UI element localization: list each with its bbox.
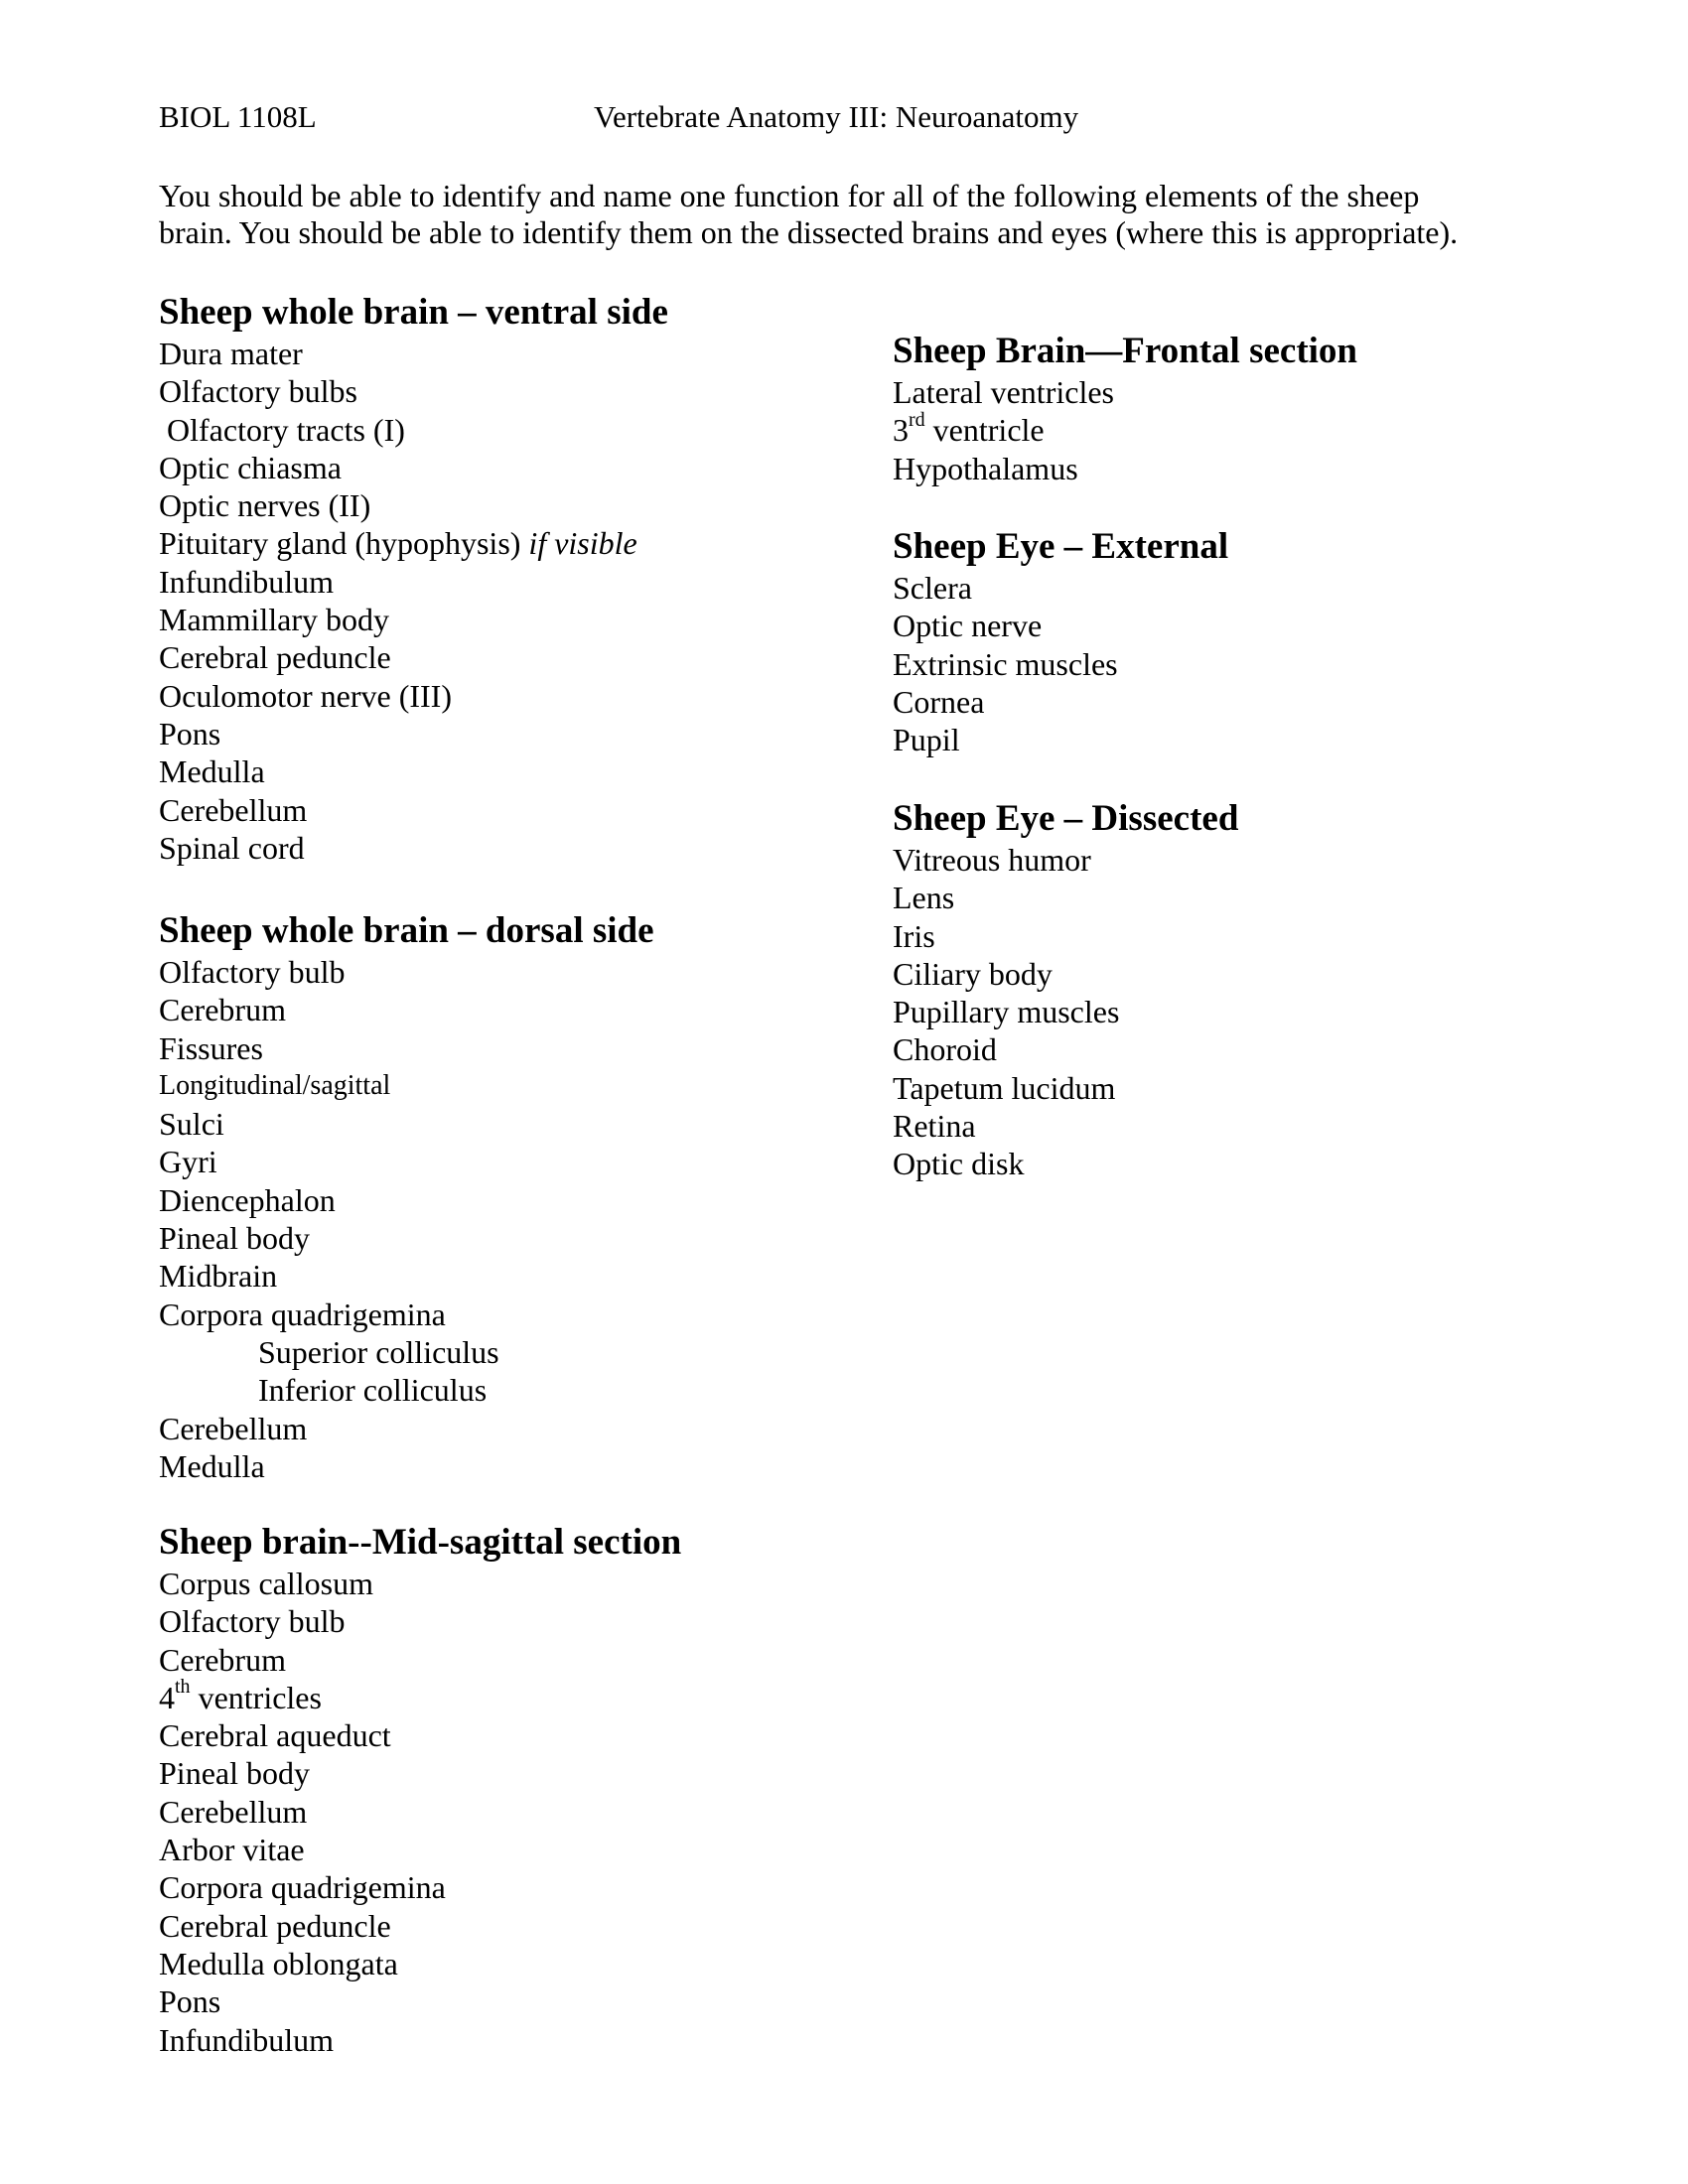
list-item: Olfactory bulbs: [159, 373, 357, 410]
list-item: Medulla oblongata: [159, 1945, 398, 1981]
list-item: Optic nerve: [893, 608, 1043, 644]
list-item: Corpus callosum: [159, 1566, 373, 1601]
list-item-fourth-ventricles: [159, 1676, 446, 1716]
list-item: Midbrain: [159, 1258, 278, 1295]
ordinal-suffix: rd: [909, 408, 925, 431]
list-item: Extrinsic muscles: [893, 645, 1118, 682]
section-title-dorsal: Sheep whole brain – dorsal side: [159, 910, 654, 951]
list-item: Cerebrum: [159, 1641, 286, 1678]
course-code: BIOL 1108L: [159, 99, 317, 134]
list-item: Olfactory tracts (I): [167, 411, 405, 448]
list-item: Optic disk: [893, 1146, 1025, 1182]
list-item: Cornea: [893, 683, 985, 720]
list-item-label: ventricles: [190, 1679, 322, 1715]
list-item: Hypothalamus: [893, 450, 1078, 486]
ordinal-number: 3: [893, 412, 909, 449]
section-title-midsagittal: Sheep brain--Mid-sagittal section: [159, 1522, 682, 1563]
list-item: Cerebral aqueduct: [159, 1717, 391, 1754]
list-item: Infundibulum: [159, 563, 334, 600]
list-item: Dura mater: [159, 336, 303, 371]
section-title-eye-external: Sheep Eye – External: [893, 526, 1229, 567]
list-item-third-ventricle: [893, 408, 1114, 449]
list-item: Cerebral peduncle: [159, 639, 391, 676]
list-item-label: ventricle: [924, 412, 1045, 449]
list-item: Cerebellum: [159, 1410, 308, 1446]
list-item: Spinal cord: [159, 829, 305, 866]
list-item: Pineal body: [159, 1220, 310, 1257]
eye-external-list: [893, 569, 1118, 758]
list-item: Lens: [893, 880, 955, 916]
list-item: Medulla: [159, 1447, 265, 1484]
ordinal-number: 4: [159, 1679, 175, 1715]
list-item: Tapetum lucidum: [893, 1069, 1116, 1106]
list-item: Olfactory bulb: [159, 954, 346, 990]
list-item: Cerebrum: [159, 992, 286, 1028]
list-item: Cerebellum: [159, 791, 308, 828]
list-item: Fissures: [159, 1029, 263, 1066]
list-item: Sulci: [159, 1106, 224, 1143]
list-item: Arbor vitae: [159, 1832, 305, 1868]
list-item: Inferior colliculus: [258, 1372, 488, 1409]
list-item: Pons: [159, 715, 221, 751]
list-item-label: Pituitary gland (hypophysis): [159, 525, 521, 562]
intro-line-1: You should be able to identify and name one function for all of the following elements of the sheep: [159, 178, 1420, 213]
list-item: Cerebellum: [159, 1793, 308, 1830]
list-item: Sclera: [893, 570, 972, 606]
list-item: Ciliary body: [893, 955, 1053, 992]
eye-dissected-list: [893, 841, 1119, 1183]
list-item: Pupillary muscles: [893, 994, 1120, 1030]
list-item: Choroid: [893, 1031, 997, 1068]
section-title-frontal: Sheep Brain—Frontal section: [893, 331, 1357, 371]
list-item: Lateral ventricles: [893, 374, 1114, 410]
dorsal-list: [159, 953, 499, 1485]
list-item: Retina: [893, 1108, 976, 1145]
list-item: Pupil: [893, 722, 960, 758]
section-title-eye-dissected: Sheep Eye – Dissected: [893, 798, 1239, 839]
page-title: Vertebrate Anatomy III: Neuroanatomy: [594, 99, 1079, 134]
list-item: Optic nerves (II): [159, 487, 371, 524]
intro-line-2: brain. You should be able to identify them on the dissected brains and eyes (where this is appropriate).: [159, 214, 1459, 250]
list-item: Diencephalon: [159, 1181, 336, 1218]
list-item: Medulla: [159, 753, 265, 790]
list-item: Mammillary body: [159, 602, 389, 638]
list-item: Optic chiasma: [159, 449, 342, 485]
list-item: Corpora quadrigemina: [159, 1296, 446, 1332]
ordinal-suffix: th: [175, 1676, 191, 1699]
list-item-pituitary: [159, 524, 637, 562]
list-item: Longitudinal/sagittal: [159, 1069, 391, 1101]
section-title-ventral: Sheep whole brain – ventral side: [159, 292, 668, 333]
list-item: Pineal body: [159, 1755, 310, 1792]
list-item: Cerebral peduncle: [159, 1907, 391, 1944]
list-item: Pons: [159, 1983, 221, 2020]
frontal-list: [893, 373, 1114, 487]
list-item: Infundibulum: [159, 2021, 334, 2058]
list-item: Iris: [893, 917, 935, 954]
list-item: Olfactory bulb: [159, 1603, 346, 1640]
midsagittal-list: [159, 1565, 446, 2059]
qualifier-text: if visible: [528, 525, 637, 562]
list-item: Superior colliculus: [258, 1333, 499, 1370]
list-item: Corpora quadrigemina: [159, 1869, 446, 1906]
list-item: Vitreous humor: [893, 842, 1091, 878]
ventral-list: [159, 335, 637, 867]
list-item: Oculomotor nerve (III): [159, 677, 452, 714]
list-item: Gyri: [159, 1144, 217, 1180]
